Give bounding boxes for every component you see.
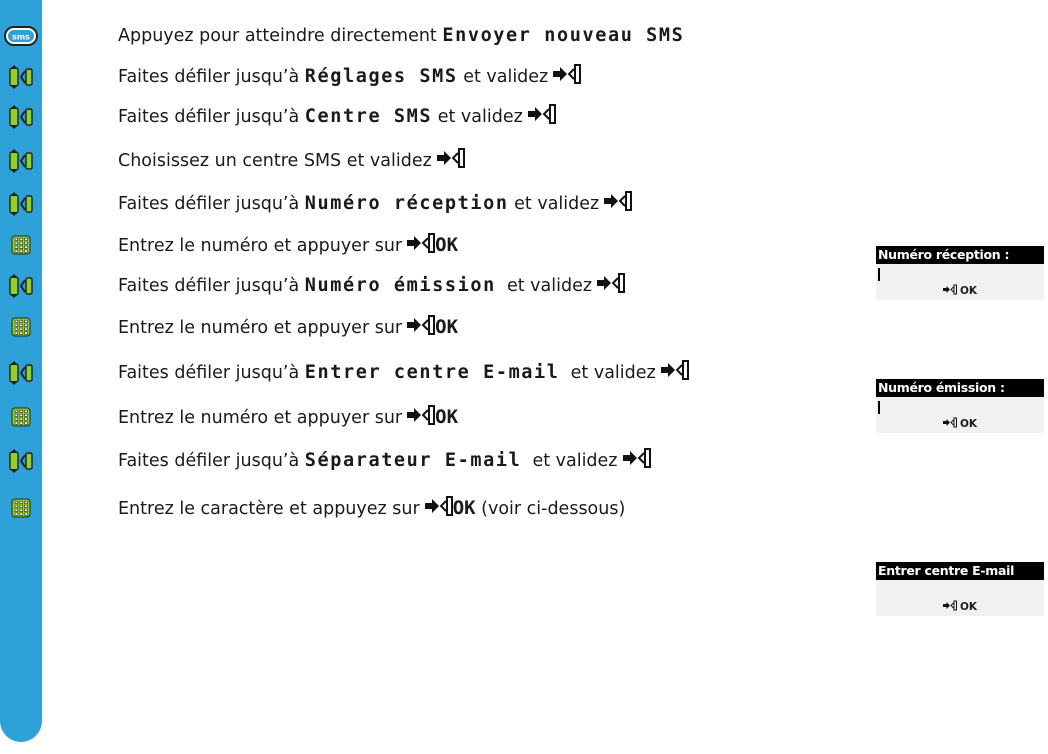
navigation-key-icon [4, 147, 38, 175]
ok-arrow-icon [943, 417, 957, 428]
keypad-icon [4, 231, 38, 259]
text-cursor [878, 268, 880, 281]
ok-key-label: OK [435, 406, 459, 428]
step-row [0, 444, 860, 478]
ok-key-label: OK [435, 316, 459, 338]
step-text [118, 187, 632, 221]
step-row [0, 356, 860, 390]
step-text-pre: Faites défiler jusqu’à [118, 451, 305, 471]
step-row [0, 19, 860, 53]
step-text [118, 356, 689, 390]
step-keyword: Entrer centre E-mail [304, 362, 560, 383]
step-row [0, 310, 860, 344]
text-cursor [878, 401, 880, 414]
svg-text:sms: sms [12, 32, 30, 42]
step-text-pre: Faites défiler jusqu’à [118, 363, 305, 383]
step-text [118, 491, 625, 525]
step-text-post: et validez [432, 107, 523, 127]
screen-ok-label: OK [959, 285, 978, 297]
step-row [0, 60, 860, 94]
step-text-pre: Entrez le numéro et appuyer sur [118, 408, 403, 428]
step-keyword: Réglages SMS [304, 66, 458, 87]
screen-ok-softkey [876, 417, 1044, 430]
step-text [118, 60, 581, 94]
keypad-icon [4, 313, 38, 341]
ok-arrow-icon [407, 404, 435, 426]
phone-screen-entrer-centre-email [876, 562, 1044, 616]
step-keyword: Numéro réception [304, 193, 509, 214]
ok-arrow-icon [553, 63, 581, 85]
step-text-pre: Faites défiler jusqu’à [118, 276, 305, 296]
step-text [118, 310, 458, 344]
step-text [118, 400, 458, 434]
step-text-pre: Entrez le numéro et appuyer sur [118, 318, 403, 338]
navigation-key-icon [4, 103, 38, 131]
step-text-pre: Faites défiler jusqu’à [118, 67, 305, 87]
ok-arrow-icon [623, 447, 651, 469]
screen-body [876, 264, 1044, 300]
ok-arrow-icon [661, 359, 689, 381]
ok-arrow-icon [437, 147, 465, 169]
step-text [118, 144, 465, 178]
screen-ok-label: OK [959, 418, 978, 430]
step-row [0, 144, 860, 178]
ok-arrow-icon [597, 272, 625, 294]
step-text-post: et validez [508, 194, 600, 214]
ok-arrow-icon [604, 190, 632, 212]
screen-body [876, 580, 1044, 616]
screen-title: Numéro réception : [876, 246, 1044, 264]
step-keyword: Séparateur E-mail [304, 450, 522, 471]
step-text-post: et validez [495, 276, 593, 296]
ok-arrow-icon [407, 232, 435, 254]
step-keyword: Envoyer nouveau SMS [442, 25, 685, 46]
navigation-key-icon [4, 447, 38, 475]
step-keyword: Centre SMS [304, 106, 433, 127]
step-row [0, 491, 860, 525]
step-row [0, 187, 860, 221]
step-row [0, 228, 860, 262]
phone-screen-numero-emission [876, 379, 1044, 433]
navigation-key-icon [4, 272, 38, 300]
step-text-pre: Faites défiler jusqu’à [118, 194, 305, 214]
phone-screen-numero-reception [876, 246, 1044, 300]
step-text [118, 269, 625, 303]
keypad-icon [4, 403, 38, 431]
step-text [118, 19, 684, 53]
step-row [0, 269, 860, 303]
step-row [0, 400, 860, 434]
step-text-pre: Appuyez pour atteindre directement [118, 26, 443, 46]
screen-title: Entrer centre E-mail [876, 562, 1044, 580]
navigation-key-icon [4, 190, 38, 218]
step-text-pre: Entrez le caractère et appuyez sur [118, 499, 420, 519]
step-text-post: et validez [559, 363, 656, 383]
step-text-post: et validez [457, 67, 549, 87]
step-text-pre: Faites défiler jusqu’à [118, 107, 305, 127]
step-text [118, 228, 458, 262]
ok-arrow-icon [425, 495, 453, 517]
ok-key-label: OK [452, 497, 476, 519]
step-row [0, 100, 860, 134]
step-text [118, 100, 556, 134]
step-text-pre: Choisissez un centre SMS et validez [118, 151, 432, 171]
step-keyword: Numéro émission [304, 275, 496, 296]
step-text-tail: (voir ci-dessous) [475, 499, 626, 519]
ok-arrow-icon [407, 314, 435, 336]
ok-arrow-icon [943, 600, 957, 611]
screen-ok-softkey [876, 284, 1044, 297]
step-text [118, 444, 651, 478]
screen-ok-softkey [876, 600, 1044, 613]
navigation-key-icon [4, 63, 38, 91]
screen-body [876, 397, 1044, 433]
navigation-key-icon [4, 359, 38, 387]
sms-key-icon [4, 22, 38, 50]
screen-ok-label: OK [959, 601, 978, 613]
screen-title: Numéro émission : [876, 379, 1044, 397]
ok-arrow-icon [943, 284, 957, 295]
ok-arrow-icon [528, 103, 556, 125]
step-text-post: et validez [521, 451, 618, 471]
step-text-pre: Entrez le numéro et appuyer sur [118, 236, 403, 256]
ok-key-label: OK [435, 234, 459, 256]
keypad-icon [4, 494, 38, 522]
